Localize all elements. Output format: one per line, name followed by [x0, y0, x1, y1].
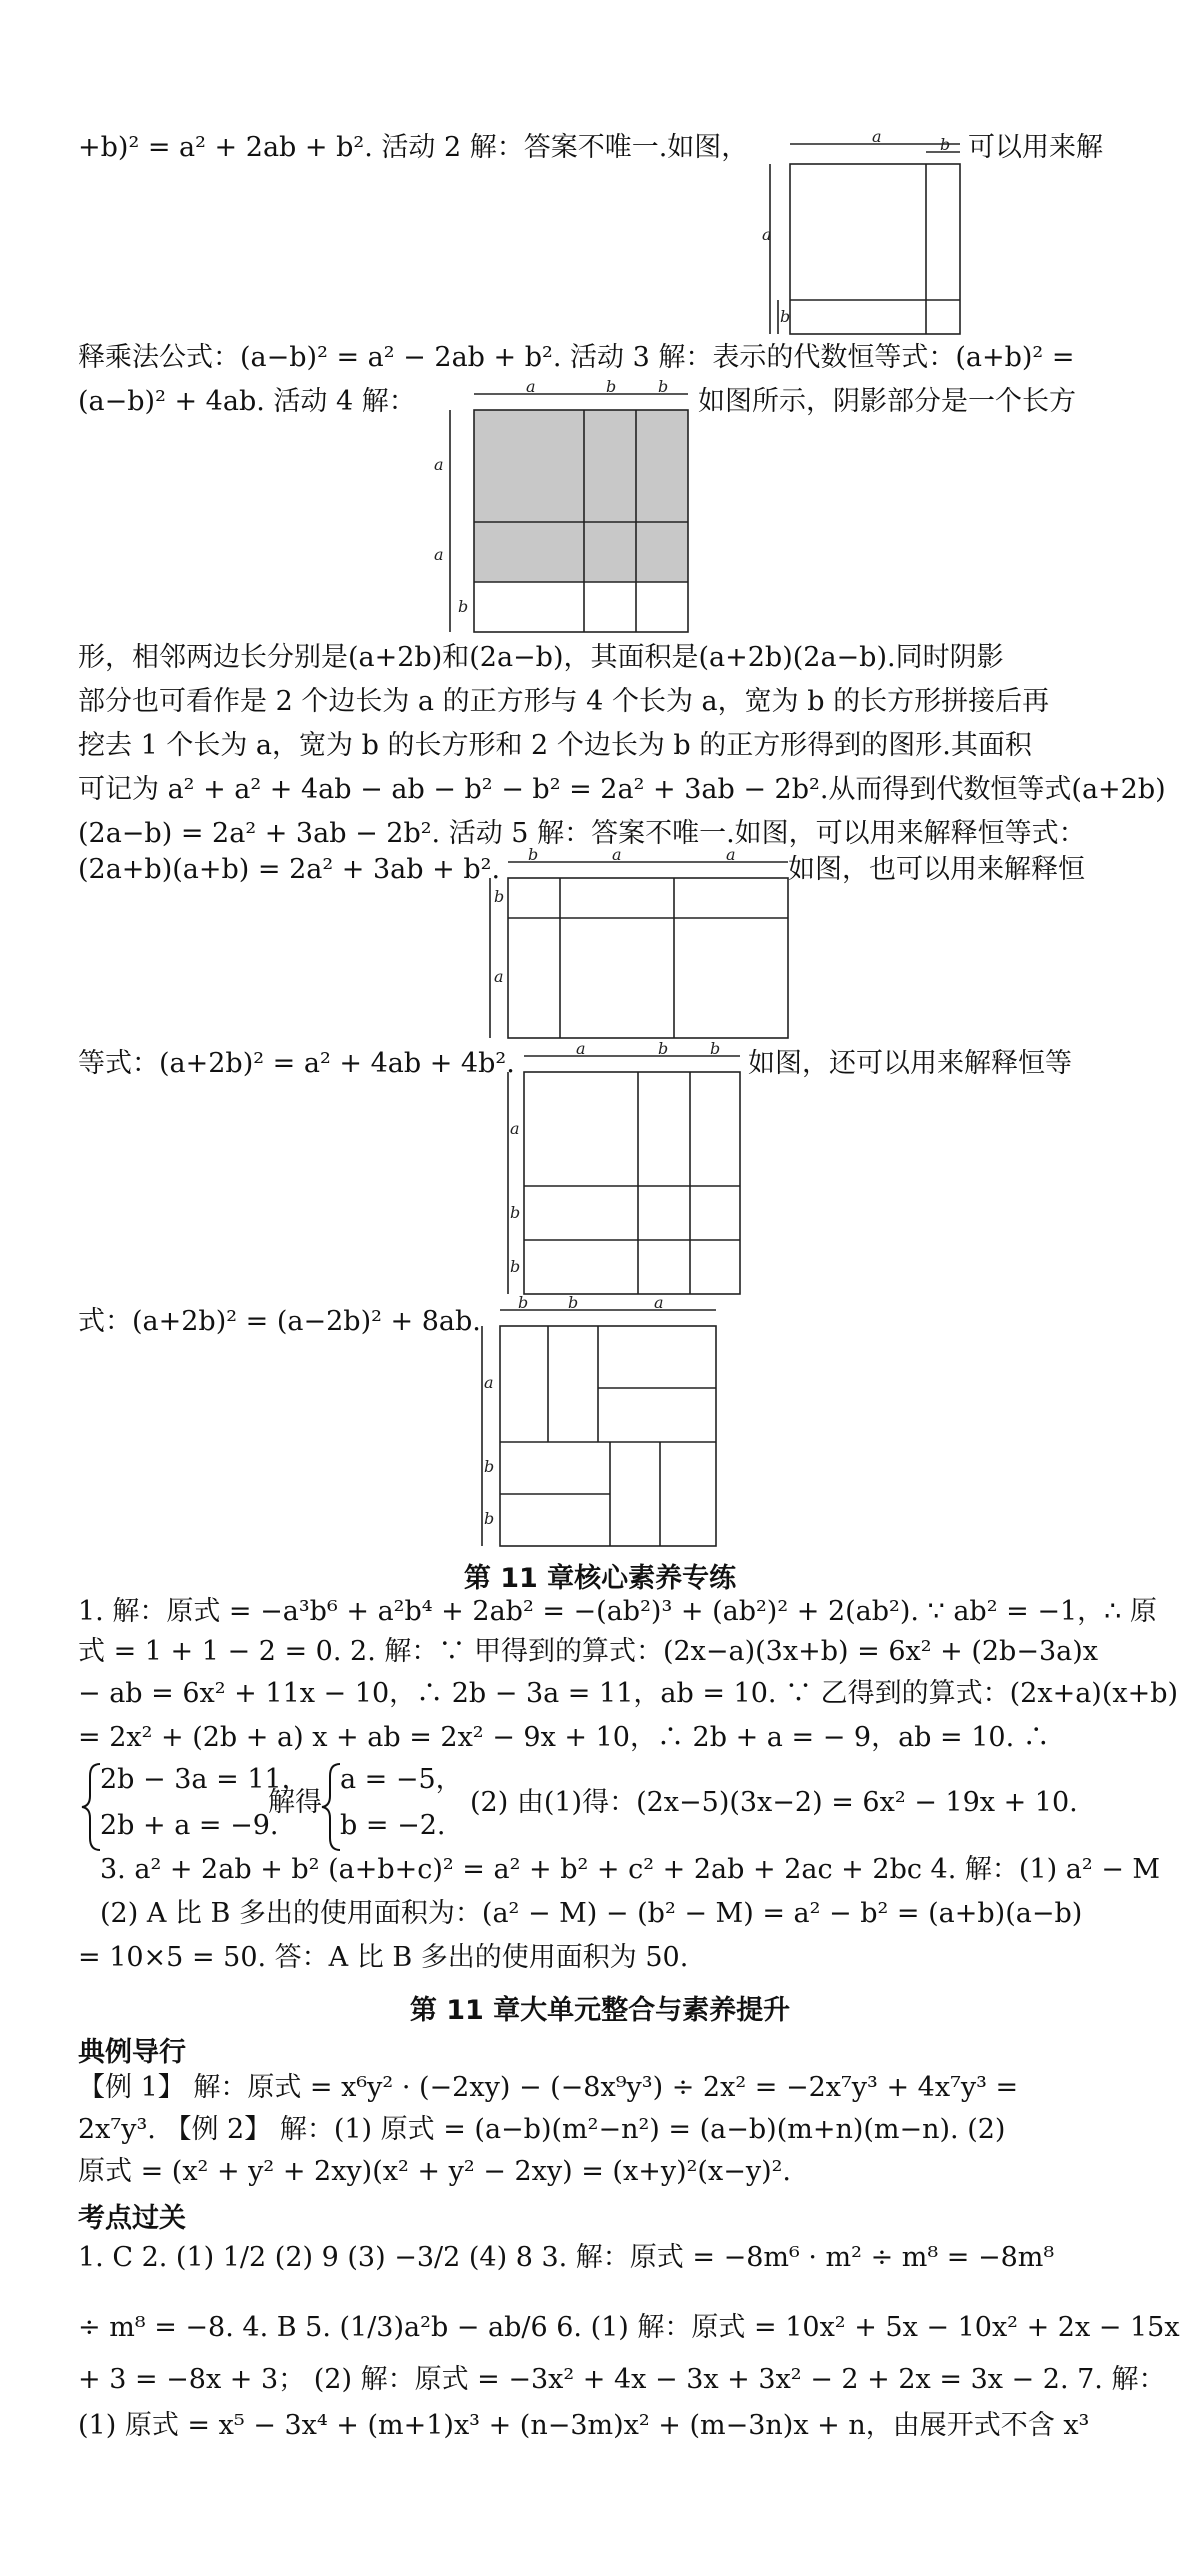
text-line: 1. 解：原式 = −a³b⁶ + a²b⁴ + 2ab² = −(ab²)³ + (ab²)² + 2(ab²). ∵ ab² = −1，∴ 原 — [78, 1596, 1157, 1627]
text-line: 如图所示，阴影部分是一个长方 — [698, 386, 1076, 417]
text-line: 等式：(a+2b)² = a² + 4ab + 4b². — [78, 1048, 515, 1079]
dim-label: b — [510, 1257, 521, 1276]
text-line: (1) 原式 = x⁵ − 3x⁴ + (m+1)x³ + (n−3m)x² + (m−3n)x + n，由展开式不含 x³ — [78, 2410, 1090, 2441]
text-line: 式：(a+2b)² = (a−2b)² + 8ab. — [78, 1306, 481, 1337]
section-heading: 第 11 章核心素养专练 — [463, 1563, 737, 1594]
dim-label: a — [762, 225, 772, 244]
text-line: 释乘法公式：(a−b)² = a² − 2ab + b². 活动 3 解：表示的代数恒等式：(a+b)² = — [78, 342, 1075, 373]
figure-pinwheel — [470, 1293, 730, 1554]
dim-label: a — [726, 845, 736, 864]
text-line: = 2x² + (2b + a) x + ab = 2x² − 9x + 10，∴ 2b + a = − 9，ab = 10. ∴ — [78, 1722, 1050, 1753]
text-line: 可记为 a² + a² + 4ab − ab − b² − b² = 2a² + 3ab − 2b².从而得到代数恒等式(a+2b) — [78, 774, 1166, 805]
text-line: (2) A 比 B 多出的使用面积为：(a² − M) − (b² − M) = a² − b² = (a+b)(a−b) — [100, 1898, 1083, 1929]
dim-label: b — [658, 1039, 669, 1058]
dim-label: b — [484, 1509, 495, 1528]
dim-label: a — [434, 455, 444, 474]
section-heading: 第 11 章大单元整合与素养提升 — [409, 1995, 791, 2026]
figure-square-a-b — [760, 127, 980, 346]
dim-label: a — [654, 1293, 664, 1312]
text-line: 可以用来解 — [968, 132, 1103, 163]
text-line: 2b + a = −9. — [100, 1810, 279, 1841]
dim-label: b — [606, 377, 617, 396]
text-line: 如图，还可以用来解释恒等 — [748, 1048, 1072, 1079]
text-line: 挖去 1 个长为 a，宽为 b 的长方形和 2 个边长为 b 的正方形得到的图形.其面积 — [78, 730, 1032, 761]
text-line: 形，相邻两边长分别是(a+2b)和(2a−b)，其面积是(a+2b)(2a−b).同时阴影 — [78, 642, 1004, 673]
dim-label: a — [526, 377, 536, 396]
figure-rect-2a-b — [480, 845, 800, 1048]
figure-shaded-rect — [430, 377, 700, 640]
text-line: (2) 由(1)得：(2x−5)(3x−2) = 6x² − 19x + 10. — [470, 1787, 1078, 1818]
dim-label: b — [528, 845, 539, 864]
dim-label: b — [568, 1293, 579, 1312]
dim-label: a — [484, 1373, 494, 1392]
dim-label: b — [510, 1203, 521, 1222]
text-line: 1. C 2. (1) 1/2 (2) 9 (3) −3/2 (4) 8 3. 解：原式 = −8m⁶ · m² ÷ m⁸ = −8m⁸ — [78, 2242, 1055, 2273]
text-line: 解得 — [268, 1787, 322, 1818]
text-line: 【例 1】 解：原式 = x⁶y² · (−2xy) − (−8x⁹y³) ÷ 2x² = −2x⁷y³ + 4x⁷y³ = — [78, 2072, 1019, 2103]
dim-label: a — [510, 1119, 520, 1138]
dim-label: a — [612, 845, 622, 864]
text-line: b = −2. — [340, 1810, 446, 1841]
text-line: (2a−b) = 2a² + 3ab − 2b². 活动 5 解：答案不唯一.如图，可以用来解释恒等式： — [78, 818, 1086, 849]
text-line: − ab = 6x² + 11x − 10，∴ 2b − 3a = 11，ab = 10. ∵ 乙得到的算式：(2x+a)(x+b) — [78, 1678, 1179, 1709]
dim-label: b — [484, 1457, 495, 1476]
dim-label: b — [494, 887, 505, 906]
text-line: ÷ m⁸ = −8. 4. B 5. (1/3)a²b − ab/6 6. (1) 解：原式 = 10x² + 5x − 10x² + 2x − 15x — [78, 2312, 1180, 2343]
text-line: 如图，也可以用来解释恒 — [788, 854, 1085, 885]
text-line: (a−b)² + 4ab. 活动 4 解： — [78, 386, 416, 417]
text-line: (2a+b)(a+b) = 2a² + 3ab + b². — [78, 854, 501, 885]
text-line: +b)² = a² + 2ab + b². 活动 2 解：答案不唯一.如图， — [78, 132, 749, 163]
dim-label: b — [658, 377, 669, 396]
dim-label: a — [494, 967, 504, 986]
text-line: 式 = 1 + 1 − 2 = 0. 2. 解：∵ 甲得到的算式：(2x−a)(3x+b) = 6x² + (2b−3a)x — [78, 1636, 1098, 1667]
figure-square-a-2b — [500, 1039, 750, 1300]
text-line: 3. a² + 2ab + b² (a+b+c)² = a² + b² + c² + 2ab + 2ac + 2bc 4. 解：(1) a² − M — [100, 1854, 1161, 1885]
dim-label: b — [458, 597, 469, 616]
dim-label: a — [872, 127, 882, 146]
dim-label: a — [576, 1039, 586, 1058]
dim-label: a — [434, 545, 444, 564]
text-line: 2b − 3a = 11， — [100, 1764, 309, 1795]
text-line: 部分也可看作是 2 个边长为 a 的正方形与 4 个长为 a，宽为 b 的长方形拼接后再 — [78, 686, 1050, 717]
text-line: a = −5， — [340, 1764, 463, 1795]
dim-label: b — [710, 1039, 721, 1058]
subsection-heading: 典例导行 — [78, 2037, 186, 2068]
text-line: 原式 = (x² + y² + 2xy)(x² + y² − 2xy) = (x+y)²(x−y)². — [78, 2156, 792, 2187]
dim-label: b — [518, 1293, 529, 1312]
text-line: 2x⁷y³. 【例 2】 解：(1) 原式 = (a−b)(m²−n²) = (a−b)(m+n)(m−n). (2) — [78, 2114, 1006, 2145]
text-line: + 3 = −8x + 3； (2) 解：原式 = −3x² + 4x − 3x + 3x² − 2 + 2x = 3x − 2. 7. 解： — [78, 2364, 1166, 2395]
dim-label: b — [780, 307, 791, 326]
dim-label: b — [940, 135, 951, 154]
text-line: = 10×5 = 50. 答：A 比 B 多出的使用面积为 50. — [78, 1942, 689, 1973]
subsection-heading: 考点过关 — [78, 2203, 186, 2234]
